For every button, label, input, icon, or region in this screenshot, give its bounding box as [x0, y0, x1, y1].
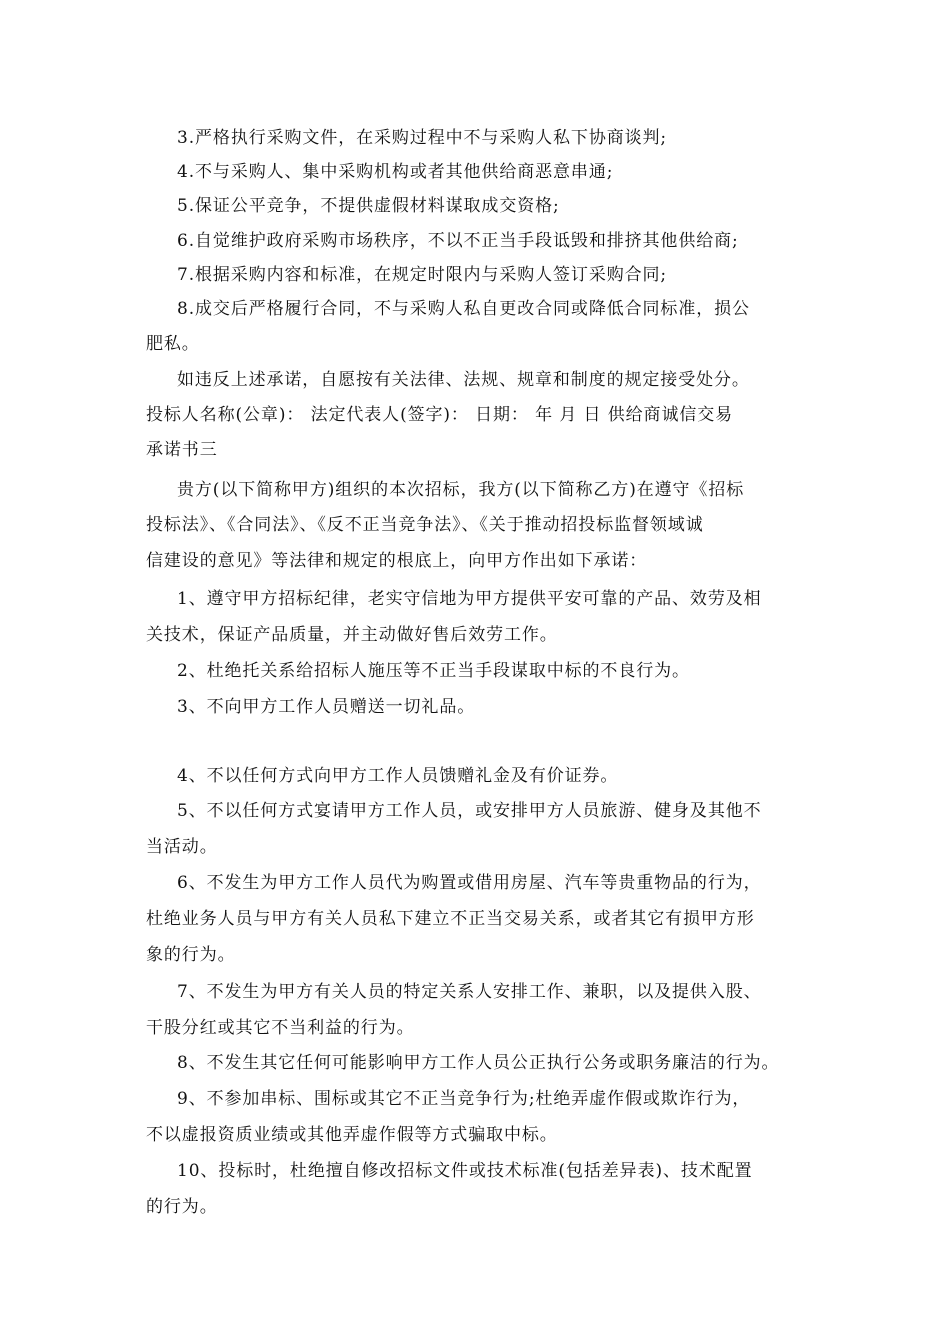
signature-line: 投标人名称(公章)： 法定代表人(签字)： 日期： 年 月 日 供给商诚信交易 [146, 405, 734, 425]
text-line: 如违反上述承诺，自愿按有关法律、法规、规章和制度的规定接受处分。 [177, 370, 750, 390]
text-line: 8、不发生其它任何可能影响甲方工作人员公正执行公务或职务廉洁的行为。 [177, 1053, 780, 1073]
text-line: 5、不以任何方式宴请甲方工作人员，或安排甲方人员旅游、健身及其他不 [177, 801, 762, 821]
text-line: 3.严格执行采购文件，在采购过程中不与采购人私下协商谈判; [177, 128, 668, 148]
section-title: 承诺书三 [146, 440, 218, 460]
text-line: 4.不与采购人、集中采购机构或者其他供给商恶意串通; [177, 162, 614, 182]
text-line: 杜绝业务人员与甲方有关人员私下建立不正当交易关系，或者其它有损甲方形 [146, 909, 755, 929]
text-line: 5.保证公平竞争，不提供虚假材料谋取成交资格; [177, 196, 560, 216]
text-line: 不以虚报资质业绩或其他弄虚作假等方式骗取中标。 [146, 1125, 558, 1145]
text-line: 信建设的意见》等法律和规定的根底上，向甲方作出如下承诺： [146, 551, 648, 571]
text-line: 的行为。 [146, 1197, 218, 1217]
text-line: 4、不以任何方式向甲方工作人员馈赠礼金及有价证券。 [177, 766, 619, 786]
text-line: 2、杜绝托关系给招标人施压等不正当手段谋取中标的不良行为。 [177, 661, 690, 681]
text-line: 象的行为。 [146, 945, 236, 965]
text-line: 3、不向甲方工作人员赠送一切礼品。 [177, 697, 476, 717]
text-line: 10、投标时，杜绝擅自修改招标文件或技术标准(包括差异表)、技术配置 [177, 1161, 753, 1181]
text-line: 8.成交后严格履行合同，不与采购人私自更改合同或降低合同标准，损公 [177, 299, 750, 319]
text-line: 干股分红或其它不当利益的行为。 [146, 1018, 415, 1038]
text-line: 1、遵守甲方招标纪律，老实守信地为甲方提供平安可靠的产品、效劳及相 [177, 589, 762, 609]
text-line: 9、不参加串标、围标或其它不正当竞争行为;杜绝弄虚作假或欺诈行为， [177, 1089, 751, 1109]
text-line: 投标法》、《合同法》、《反不正当竞争法》、《关于推动招投标监督领域诚 [146, 515, 704, 535]
text-line: 6.自觉维护政府采购市场秩序，不以不正当手段诋毁和排挤其他供给商; [177, 231, 739, 251]
text-line: 6、不发生为甲方工作人员代为购置或借用房屋、汽车等贵重物品的行为， [177, 873, 762, 893]
text-line: 当活动。 [146, 837, 218, 857]
text-line: 7.根据采购内容和标准，在规定时限内与采购人签订采购合同; [177, 265, 668, 285]
text-line: 关技术，保证产品质量，并主动做好售后效劳工作。 [146, 625, 558, 645]
text-line: 7、不发生为甲方有关人员的特定关系人安排工作、兼职，以及提供入股、 [177, 982, 762, 1002]
text-line: 贵方(以下简称甲方)组织的本次招标，我方(以下简称乙方)在遵守《招标 [177, 480, 745, 500]
text-line: 肥私。 [146, 334, 200, 354]
